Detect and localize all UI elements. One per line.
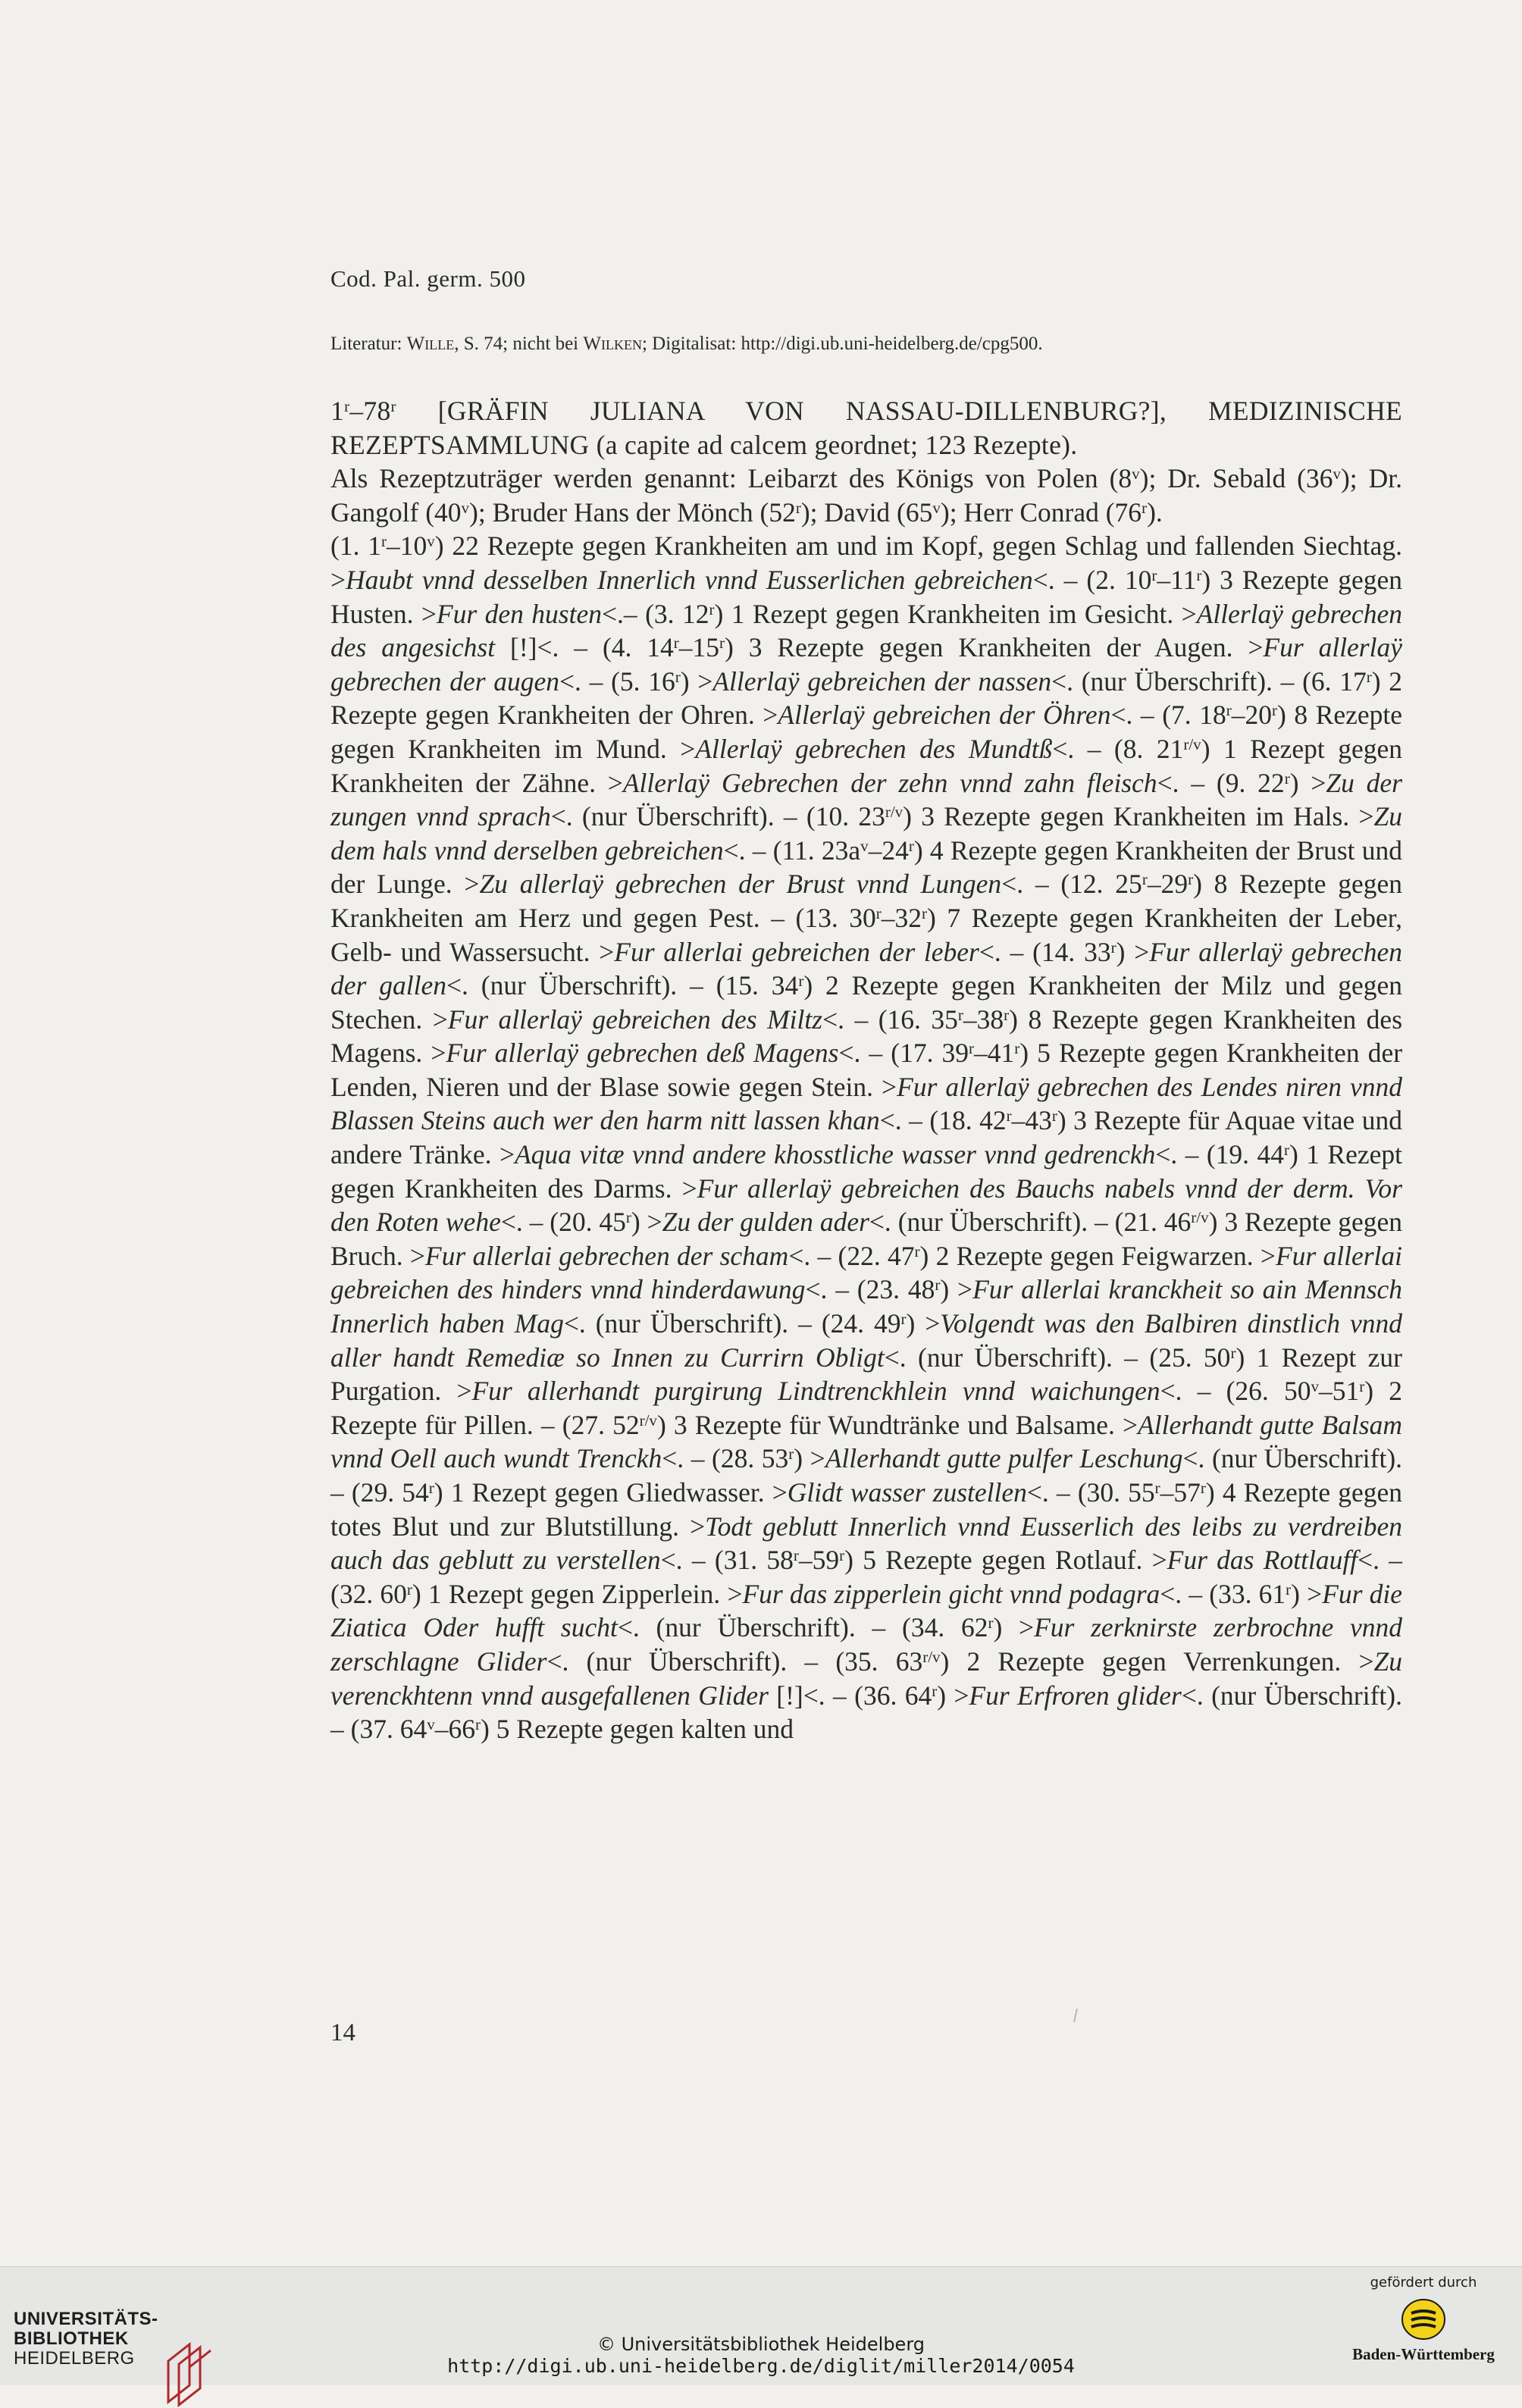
entry-contributors: Als Rezeptzuträger werden genannt: Leibarzt des Königs von Polen (8$^v$); Dr. Sebald (36$^v$); Dr. Gangolf (40$^v$); Bruder Hans der Mönch (52$^r$); David (65$^v$); Herr Conrad (76$^r$). (330, 463, 1402, 528)
page-number: 14 (330, 2019, 355, 2046)
funded-by-label: gefördert durch (1370, 2275, 1477, 2291)
baden-wuerttemberg-crest-icon (1401, 2297, 1446, 2342)
literature-line (330, 333, 1043, 355)
logo-line-1: UNIVERSITÄTS- (14, 2309, 158, 2329)
literature-author-wilken: Wilken (583, 333, 642, 354)
funding-notice (1348, 2275, 1499, 2364)
pencil-tick-mark (1073, 2009, 1078, 2022)
funder-name: Baden-Württemberg (1352, 2345, 1495, 2363)
viewer-footer (0, 2266, 1522, 2385)
entry-title: 1$^r$–78$^r$ [GRÄFIN JULIANA VON NASSAU-DILLENBURG?], MEDIZINISCHE REZEPTSAMMLUNG (a capite ad calcem geordnet; 123 Rezepte). (330, 396, 1402, 460)
codex-header: Cod. Pal. germ. 500 (330, 265, 526, 292)
literature-author-wille: Wille (406, 333, 455, 354)
literature-prefix: Literatur: (330, 333, 407, 354)
logo-line-2: BIBLIOTHEK (14, 2328, 129, 2349)
literature-suffix: ; Digitalisat: http://digi.ub.uni-heidelberg.de/cpg500. (641, 333, 1043, 354)
permalink-url[interactable]: http://digi.ub.uni-heidelberg.de/diglit/miller2014/0054 (447, 2355, 1075, 2377)
copyright-notice: © Universitätsbibliothek Heidelberg (597, 2334, 925, 2355)
literature-mid: , S. 74; nicht bei (454, 333, 584, 354)
catalogue-entry (330, 394, 1402, 1746)
logo-line-3: HEIDELBERG (14, 2348, 135, 2369)
entry-contents: (1. 1$^r$–10$^v$) 22 Rezepte gegen Krankheiten am und im Kopf, gegen Schlag und fallenden Siechtag. >Haubt vnnd desselben Innerlich vnnd Eusserlichen gebreichen<. – (2. 10$^r$–11$^r$) 3 Rezepte gegen Husten. >Fur den husten<.– (3. 12$^r$) 1 Rezept gegen Krankheiten im Gesicht. >Allerlaÿ gebrechen des angesichst [!]<. – (4. 14$^r$–15$^r$) 3 Rezepte gegen Krankheiten der Augen. >Fur allerlaÿ gebrechen der augen<. – (5. $16^r$) >Allerlaÿ gebreichen der nassen<. (nur Überschrift). – (6. 17$^r$) 2 Rezepte gegen Krankheiten der Ohren. >Allerlaÿ gebreichen der Öhren<. – (7. 18$^r$–20$^r$) 8 Rezepte gegen Krankheiten im Mund. >Allerlaÿ gebrechen des Mundtß<. – (8. $21^{r/v}$) 1 Rezept gegen Krankheiten der Zähne. >Allerlaÿ Gebrechen der zehn vnnd zahn fleisch<. – (9. $22^r) >Zu$ der zungen vnnd sprach<. (nur Überschrift). – (10. $23^{r/v}$) 3 Rezepte gegen Krankheiten im Hals. >Zu dem hals vnnd derselben gebreichen<. – (11. $23a^v-24^r$) 4 Rezepte gegen Krankheiten der Brust und der Lunge. >Zu allerlaÿ gebrechen der Brust vnnd Lungen<. – (12. 25$^r$–29$^r$) 8 Rezepte gegen Krankheiten am Herz und gegen Pest. – (13. 30$^r$–32$^r$) 7 Rezepte gegen Krankheiten der Leber, Gelb- und Wassersucht. >Fur allerlai gebreichen der leber<. – (14. $33^r) >Fur$ allerlaÿ gebrechen der gallen<. (nur Überschrift). – (15. 34$^r$) 2 Rezepte gegen Krankheiten der Milz und gegen Stechen. >Fur allerlaÿ gebreichen des Miltz<. – (16. 35$^r$–38$^r$) 8 Rezepte gegen Krankheiten des Magens. >Fur allerlaÿ gebrechen deß Magens<. – (17. 39$^r$–41$^r$) 5 Rezepte gegen Krankheiten der Lenden, Nieren und der Blase sowie gegen Stein. >Fur allerlaÿ gebrechen des Lendes niren vnnd Blassen Steins auch wer den harm nitt lassen khan<. – (18. 42$^r$–43$^r$) 3 Rezepte für Aquae vitae und andere Tränke. >Aqua vitæ vnnd andere khosstliche wasser vnnd gedrenckh<. – (19. 44$^r$) 1 Rezept gegen Krankheiten des Darms. >Fur allerlaÿ gebreichen des Bauchs nabels vnnd der derm. Vor den Roten wehe<. – (20. $45^r) >Zu$ der gulden ader<. (nur Überschrift). – (21. $46^{r/v}$) 3 Rezepte gegen Bruch. >Fur allerlai gebrechen der scham<. – (22. 47$^r$) 2 Rezepte gegen Feigwarzen. >Fur allerlai gebreichen des hinders vnnd hinderdawung<. – (23. $48^r) >Fur$ allerlai kranckheit so ain Mennsch Innerlich haben Mag<. (nur Überschrift). – (24. $49^r$) >Volgendt was den Balbiren dinstlich vnnd aller handt Remediæ so Innen zu Currirn Obligt<. (nur Überschrift). – (25. 50$^r$) 1 Rezept zur Purgation. >Fur allerhandt purgirung Lindtrenckhlein vnnd waichungen<. – (26. 50$^v$–51$^r$) 2 Rezepte für Pillen. – (27. $52^{r/v}$) 3 Rezepte für Wundtränke und Balsame. >Allerhandt gutte Balsam vnnd Oell auch wundt Trenckh<. – (28. $53^r$) >Allerhandt gutte pulfer Leschung<. (nur Überschrift). – (29. 54$^r$) 1 Rezept gegen Gliedwasser. >Glidt wasser zustellen<. – (30. 55$^r$–57$^r$) 4 Rezepte gegen totes Blut und zur Blutstillung. >Todt geblutt Innerlich vnnd Eusserlich des leibs zu verdreiben auch das geblutt zu verstellen<. – (31. 58$^r$–59$^r$) 5 Rezepte gegen Rotlauf. >Fur das Rottlauff<. – (32. 60$^r$) 1 Rezept gegen Zipperlein. >Fur das zipperlein gicht vnnd podagra<. – (33. $61^r) >Fur$ die Ziatica Oder hufft sucht<. (nur Überschrift). – (34. $62^r) >Fur$ zerknirste zerbrochne vnnd zerschlagne Glider<. (nur Überschrift). – (35. $63^{r/v}$) 2 Rezepte gegen Verrenkungen. >Zu verenckhtenn vnnd ausgefallenen Glider [!]<. – (36. $64^r) >Fur$ Erfroren glider<. (nur Überschrift). – (37. 64$^v$–66$^r$) 5 Rezepte gegen kalten und (330, 531, 1403, 1745)
